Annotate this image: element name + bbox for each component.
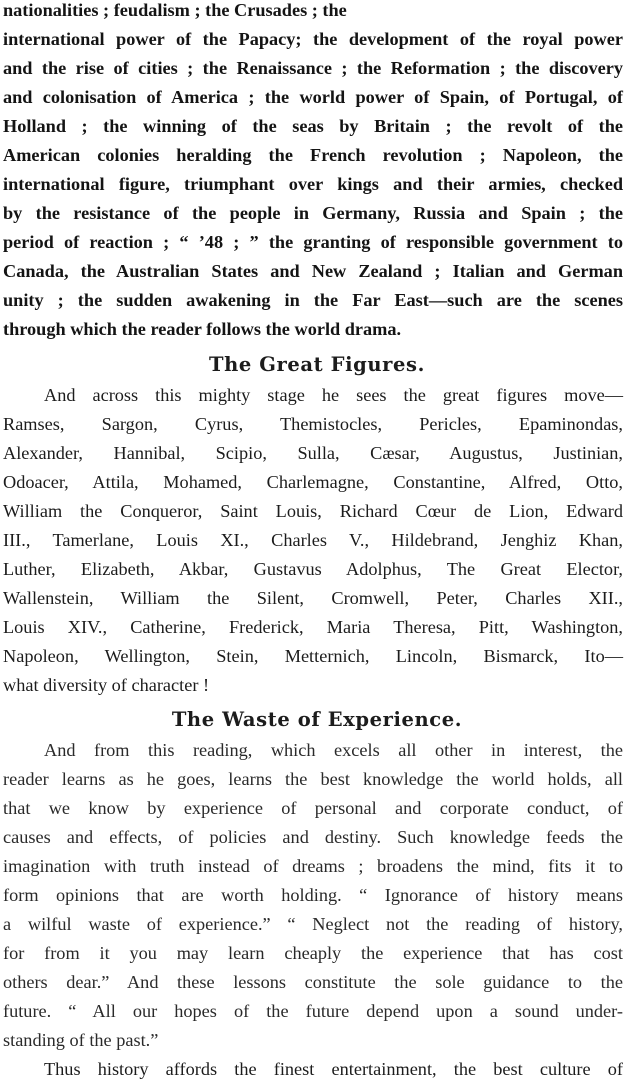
text-line: form opinions that are worth holding. “ Ignorance of history means bbox=[3, 885, 623, 905]
text-line: Luther, Elizabeth, Akbar, Gustavus Adolphus, The Great Elector, bbox=[3, 559, 623, 579]
text-line: for from it you may learn cheaply the experience that has cost bbox=[3, 943, 623, 963]
text-line: reader learns as he goes, learns the best knowledge the world holds, all bbox=[3, 769, 623, 789]
text-line: future. “ All our hopes of the future depend upon a sound under- bbox=[3, 1001, 623, 1021]
text-line: Louis XIV., Catherine, Frederick, Maria Theresa, Pitt, Washington, bbox=[3, 617, 623, 637]
text-line: III., Tamerlane, Louis XI., Charles V., Hildebrand, Jenghiz Khan, bbox=[3, 530, 623, 550]
section-heading-great-figures: The Great Figures. bbox=[209, 353, 425, 376]
text-line: that we know by experience of personal and corporate conduct, of bbox=[3, 798, 623, 818]
text-line: by the resistance of the people in Germany, Russia and Spain ; the bbox=[3, 203, 623, 223]
text-line: Odoacer, Attila, Mohamed, Charlemagne, Constantine, Alfred, Otto, bbox=[3, 472, 623, 492]
text-line: international power of the Papacy; the development of the royal power bbox=[3, 29, 623, 49]
text-line: Napoleon, Wellington, Stein, Metternich, Lincoln, Bismarck, Ito— bbox=[3, 646, 623, 666]
text-line: imagination with truth instead of dreams ; broadens the mind, fits it to bbox=[3, 856, 623, 876]
text-line: Wallenstein, William the Silent, Cromwell, Peter, Charles XII., bbox=[3, 588, 623, 608]
text-line: William the Conqueror, Saint Louis, Richard Cœur de Lion, Edward bbox=[3, 501, 623, 521]
text-line: international figure, triumphant over kings and their armies, checked bbox=[3, 174, 623, 194]
text-line: period of reaction ; “ ’48 ; ” the granting of responsible government to bbox=[3, 232, 623, 252]
text-line: a wilful waste of experience.” “ Neglect not the reading of history, bbox=[3, 914, 623, 934]
text-line: Canada, the Australian States and New Zealand ; Italian and German bbox=[3, 261, 623, 281]
text-line: And across this mighty stage he sees the great figures move— bbox=[44, 385, 623, 405]
text-line: and colonisation of America ; the world power of Spain, of Portugal, of bbox=[3, 87, 623, 107]
text-line: Thus history affords the finest entertainment, the best culture of bbox=[44, 1059, 623, 1079]
text-line: causes and effects, of policies and destiny. Such knowledge feeds the bbox=[3, 827, 623, 847]
text-line: standing of the past.” bbox=[3, 1030, 159, 1050]
text-line: American colonies heralding the French revolution ; Napoleon, the bbox=[3, 145, 623, 165]
text-line: others dear.” And these lessons constitute the sole guidance to the bbox=[3, 972, 623, 992]
text-line: And from this reading, which excels all other in interest, the bbox=[44, 740, 623, 760]
text-line: Alexander, Hannibal, Scipio, Sulla, Cæsar, Augustus, Justinian, bbox=[3, 443, 623, 463]
text-line: and the rise of cities ; the Renaissance ; the Reformation ; the discovery bbox=[3, 58, 623, 78]
text-line: Holland ; the winning of the seas by Britain ; the revolt of the bbox=[3, 116, 623, 136]
text-line: unity ; the sudden awakening in the Far East—such are the scenes bbox=[3, 290, 623, 310]
text-line: nationalities ; feudalism ; the Crusades ; the bbox=[3, 0, 347, 20]
text-line: Ramses, Sargon, Cyrus, Themistocles, Pericles, Epaminondas, bbox=[3, 414, 623, 434]
section-heading-waste-of-experience: The Waste of Experience. bbox=[171, 708, 463, 731]
text-line: what diversity of character ! bbox=[3, 675, 210, 695]
text-line: through which the reader follows the world drama. bbox=[3, 319, 402, 339]
